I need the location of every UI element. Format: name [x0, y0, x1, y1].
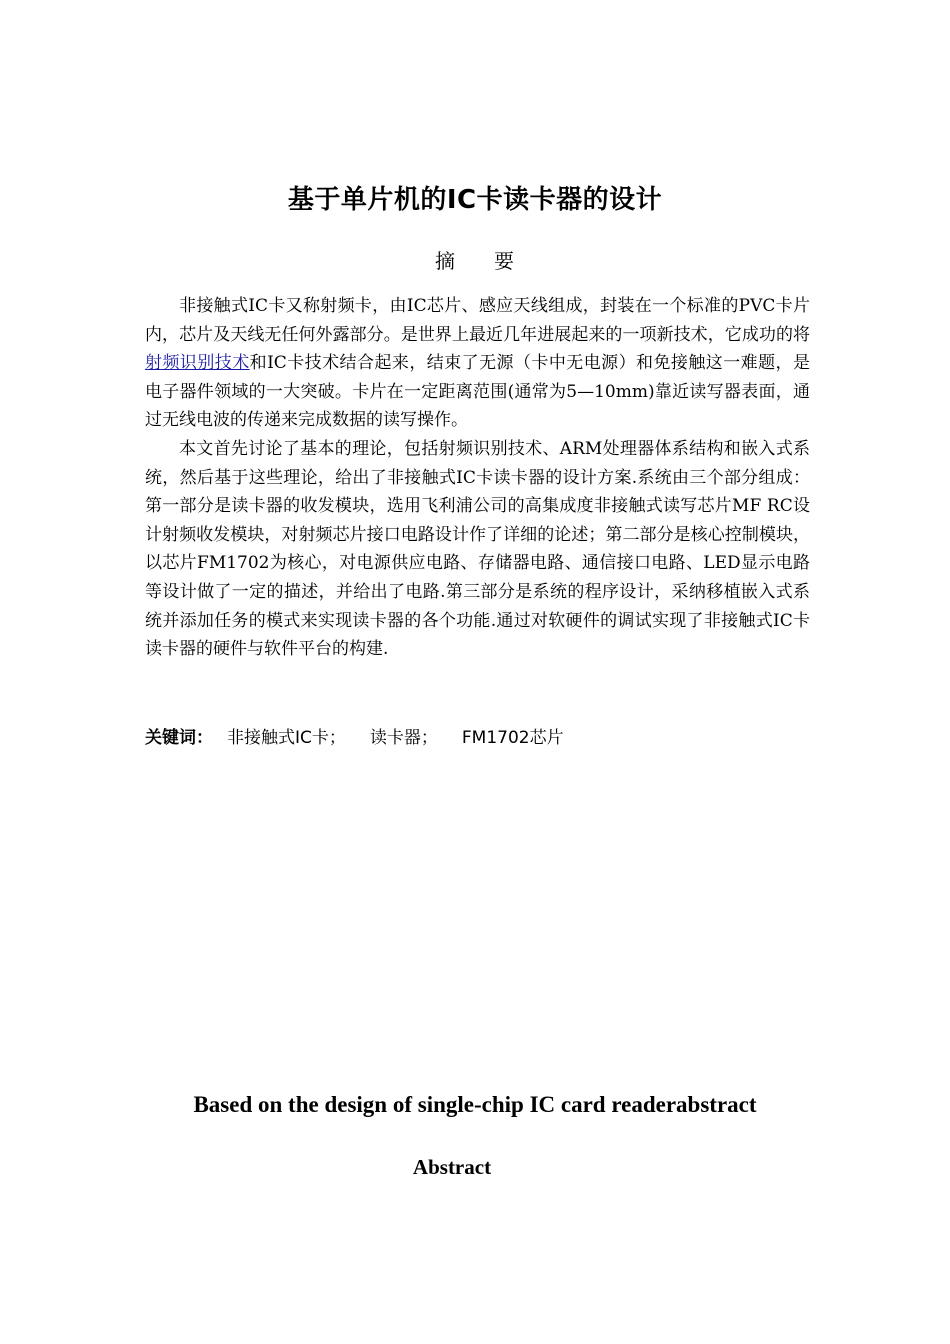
keywords-line: [145, 724, 810, 752]
paragraph-1-text-b: 和IC卡技术结合起来，结束了无源（卡中无电源）和免接触这一难题，是电子器件领域的一大突破。卡片在一定距离范围(通常为5—10mm)靠近读写器表面，通过无线电波的传递来完成数据的读写操作。: [145, 353, 810, 431]
paragraph-1-text-a: 非接触式IC卡又称射频卡，由IC芯片、感应天线组成，封装在一个标准的PVC卡片内，芯片及天线无任何外露部分。是世界上最近几年进展起来的一项新技术，它成功的将: [145, 296, 810, 345]
abstract-heading-en: Abstract: [412, 1155, 492, 1179]
rfid-technology-link[interactable]: 射频识别技术: [145, 353, 250, 374]
keyword-2: 读卡器；: [369, 728, 438, 748]
abstract-body-cn: [145, 292, 810, 664]
abstract-paragraph-2: 本文首先讨论了基本的理论，包括射频识别技术、ARM处理器体系结构和嵌入式系统，然后基于这些理论，给出了非接触式IC卡读卡器的设计方案.系统由三个部分组成：第一部分是读卡器的收发模块，选用飞利浦公司的高集成度非接触式读写芯片MF RC设计射频收发模块，对射频芯片接口电路设计作了详细的论述；第二部分是核心控制模块，以芯片FM1702为核心，对电源供应电路、存储器电路、通信接口电路、LED显示电路等设计做了一定的描述，并给出了电路.第三部分是系统的程序设计，采纳移植嵌入式系统并添加任务的模式来实现读卡器的各个功能.通过对软硬件的调试实现了非接触式IC卡读卡器的硬件与软件平台的构建.: [145, 438, 810, 660]
keywords-label: 关键词：: [145, 728, 213, 748]
abstract-paragraph-1: [145, 292, 810, 435]
keyword-1: 非接触式IC卡；: [227, 728, 346, 748]
document-title-cn: 基于单片机的IC卡读卡器的设计: [287, 185, 663, 215]
abstract-heading-char-2: 要: [494, 249, 515, 273]
keyword-3: FM1702芯片: [461, 728, 564, 748]
abstract-heading-cn: [0, 246, 950, 276]
abstract-heading-char-1: 摘: [435, 249, 456, 273]
document-title-en: Based on the design of single-chip IC card readerabstract: [193, 1092, 757, 1117]
